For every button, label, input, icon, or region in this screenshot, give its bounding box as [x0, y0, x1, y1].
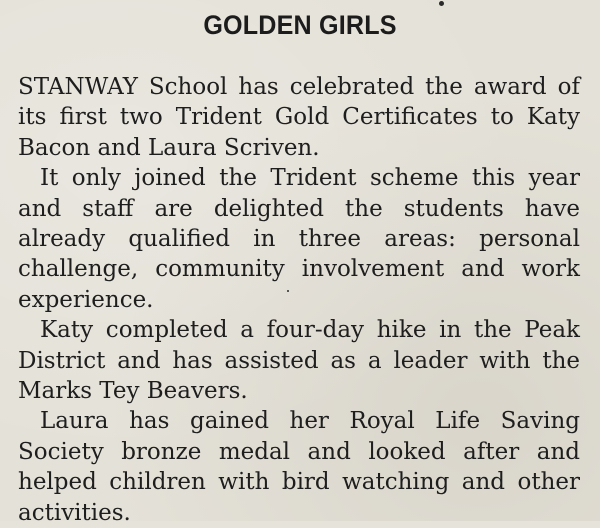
paragraph-intro: STANWAY School has celebrated the award of its first two Trident Gold Certificates to Katy Bacon and Laura Scriven. [18, 74, 580, 161]
ink-speck [439, 1, 444, 6]
headline: GOLDEN GIRLS [203, 10, 397, 40]
paragraph-laura: Laura has gained her Royal Life Saving Society bronze medal and looked after and helped children with bird watching and other activities. [18, 408, 580, 526]
paragraph-trident-scheme: It only joined the Trident scheme this year and staff are delighted the students have already qualified in three areas: personal challenge, community involvement and work experience. [18, 165, 580, 313]
paragraph-katy: Katy completed a four-day hike in the Peak District and has assisted as a leader with the Marks Tey Beavers. [18, 317, 580, 405]
article-body [18, 72, 580, 528]
